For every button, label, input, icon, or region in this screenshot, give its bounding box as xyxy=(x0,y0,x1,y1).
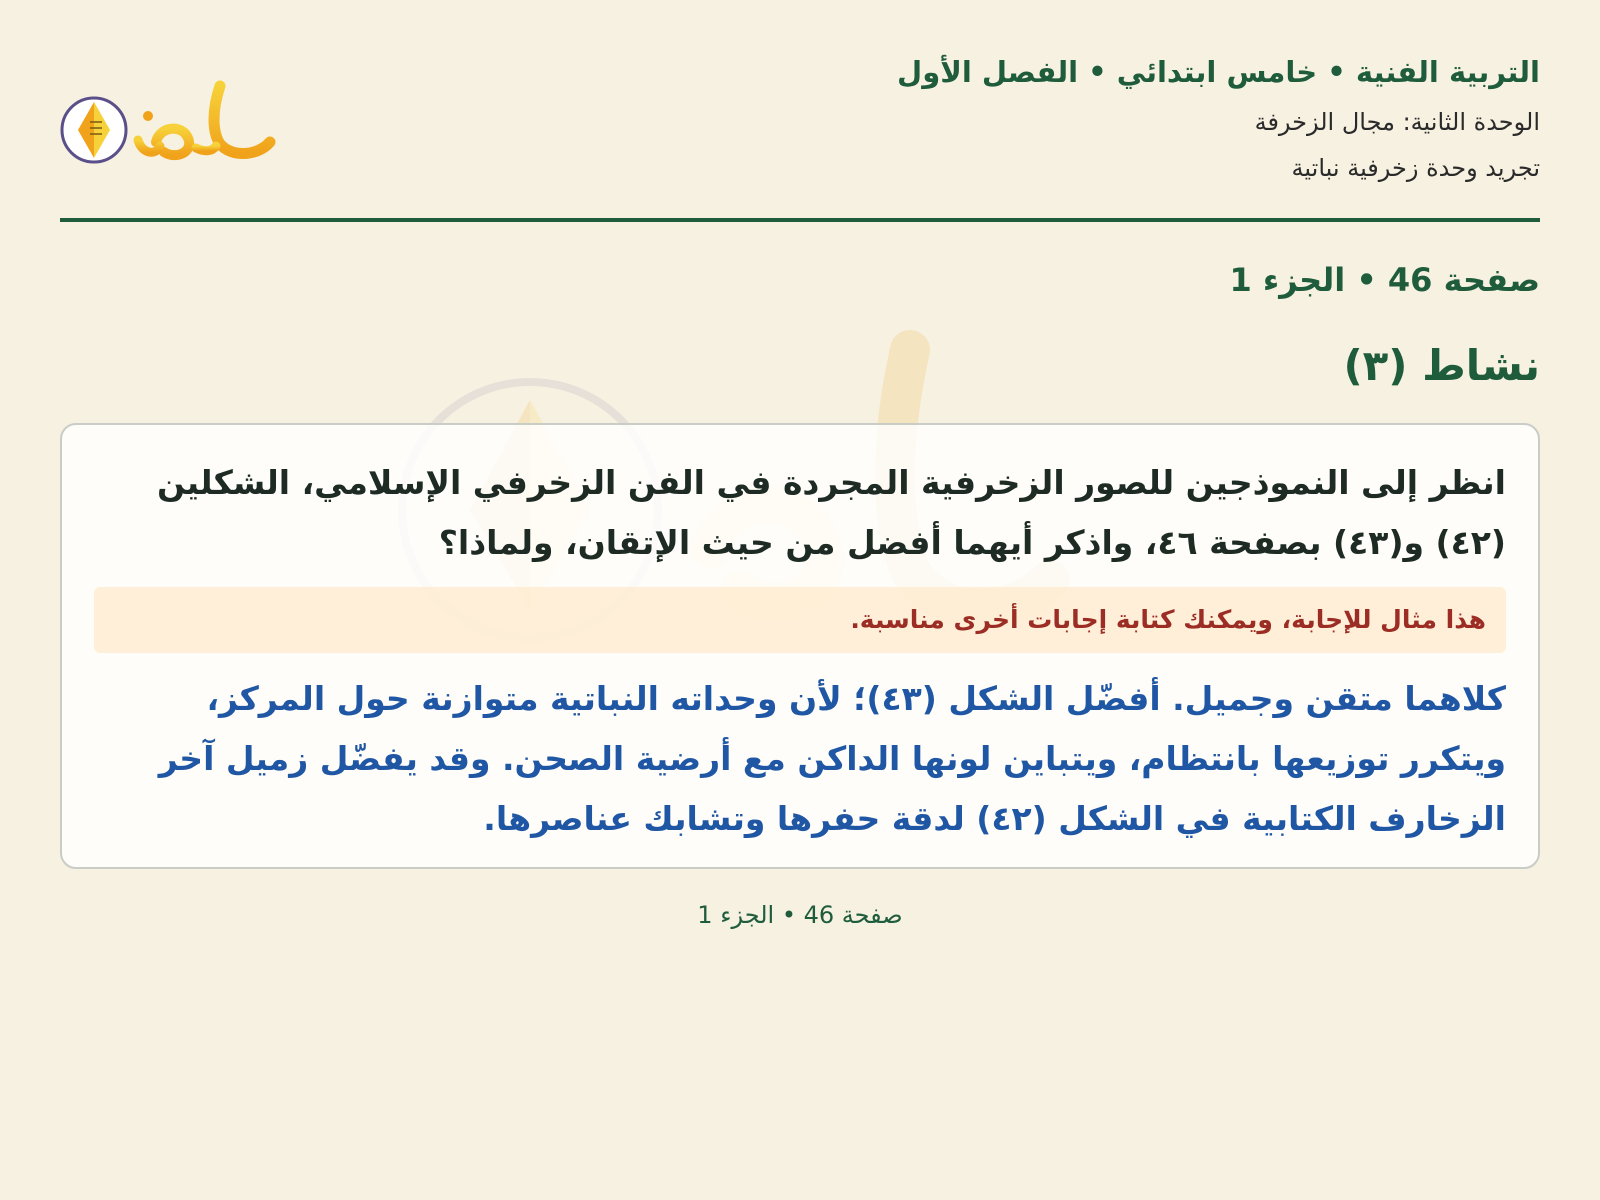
page xyxy=(60,0,1540,1200)
answer-text: كلاهما متقن وجميل. أفضّل الشكل (٤٣)؛ لأن وحداته النباتية متوازنة حول المركز، ويتكرر توزيعها بانتظام، ويتباين لونها الداكن مع أرضية الصحن. وقد يفضّل زميل آخر الزخارف الكتابية في الشكل (٤٢) لدقة حفرها وتشابك عناصرها. xyxy=(158,679,1506,838)
hulul-logo-icon xyxy=(60,80,280,170)
header-text xyxy=(897,52,1540,196)
unit-line: الوحدة الثانية: مجال الزخرفة xyxy=(1254,108,1540,136)
activity-card xyxy=(60,423,1540,869)
header xyxy=(60,52,1540,222)
lesson-line: تجريد وحدة زخرفية نباتية xyxy=(1291,154,1540,182)
answer-note: هذا مثال للإجابة، ويمكنك كتابة إجابات أخرى مناسبة. xyxy=(94,587,1506,653)
page-footer: صفحة 46 • الجزء 1 xyxy=(697,901,903,929)
question-text: انظر إلى النموذجين للصور الزخرفية المجردة في الفن الزخرفي الإسلامي، الشكلين (٤٢) و(٤٣) بصفحة ٤٦، واذكر أيهما أفضل من حيث الإتقان، ولماذا؟ xyxy=(156,463,1506,562)
header-divider xyxy=(60,218,1540,222)
page-reference: صفحة 46 • الجزء 1 xyxy=(1229,261,1540,299)
subject-title: التربية الفنية • خامس ابتدائي • الفصل الأول xyxy=(897,55,1540,89)
activity-title: نشاط (٣) xyxy=(1343,341,1540,390)
